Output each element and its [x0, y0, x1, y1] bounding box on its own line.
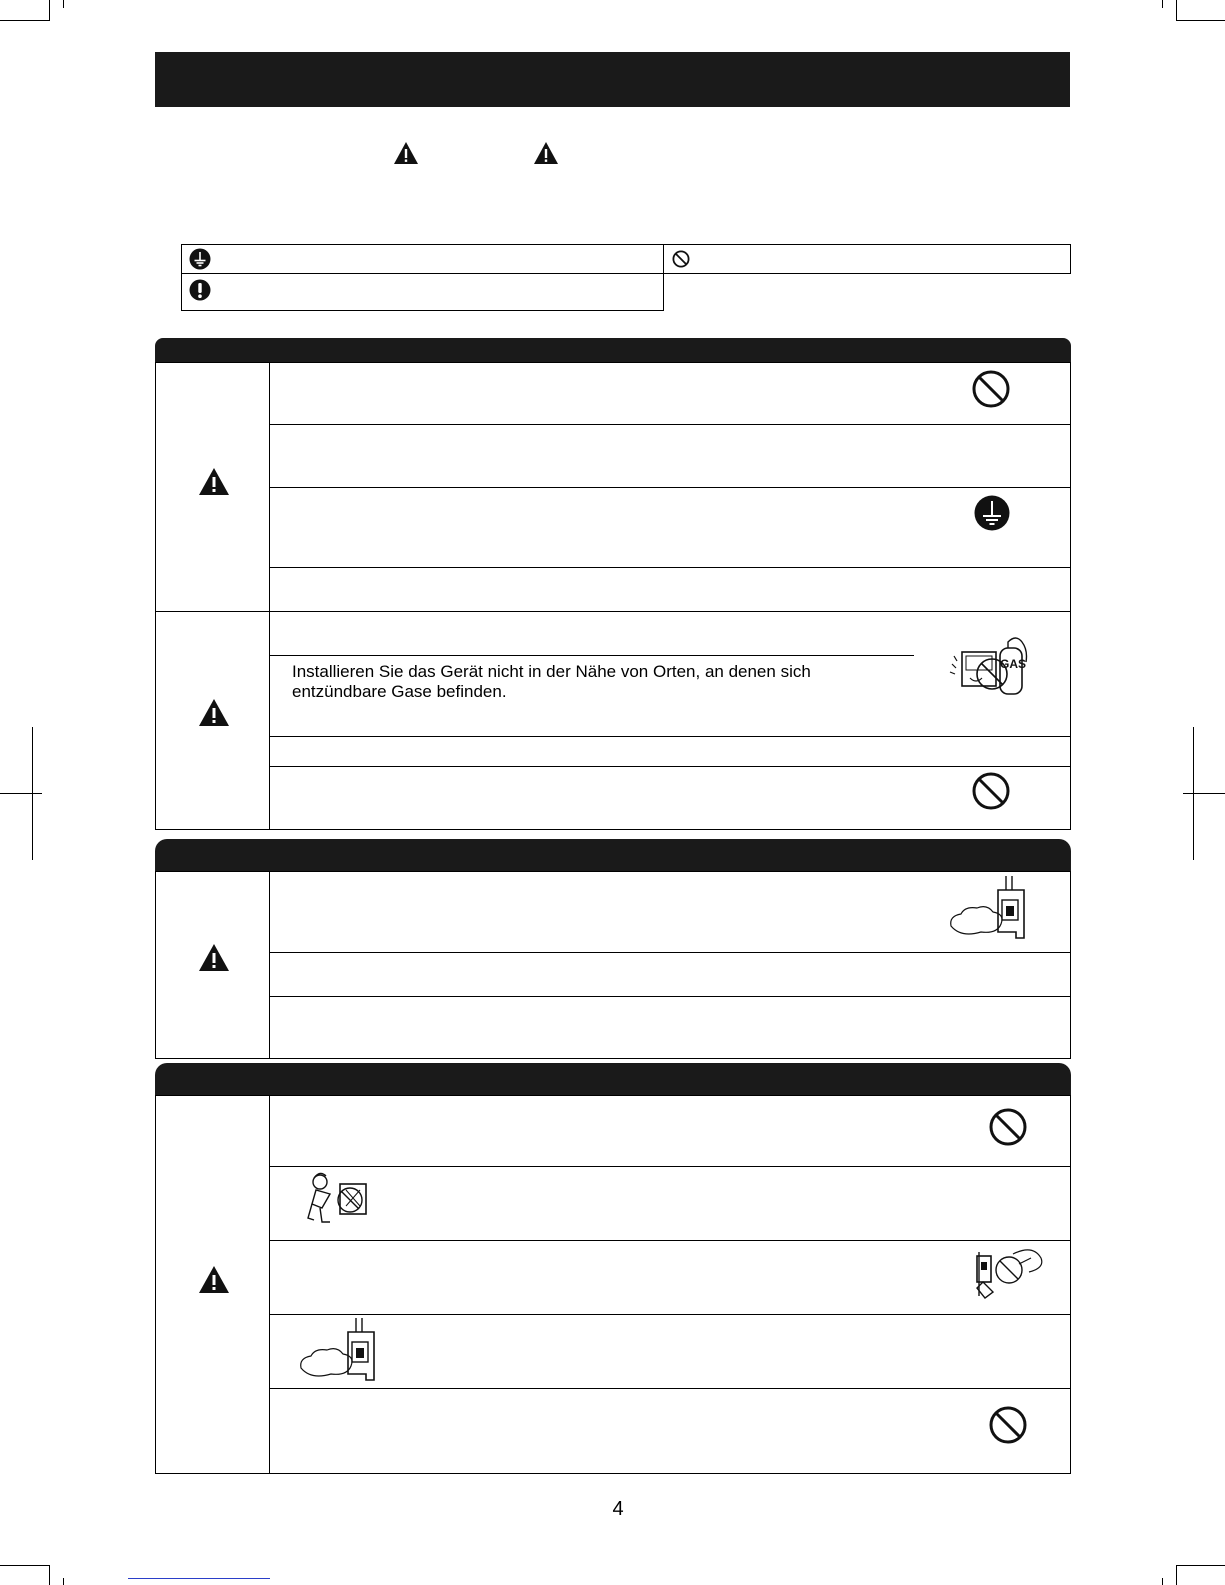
footer-link-underline — [128, 1578, 270, 1579]
crop-mark — [1176, 0, 1177, 21]
crop-mark — [49, 1565, 50, 1585]
warning-triangle-icon — [198, 943, 230, 972]
warning-triangle-icon — [198, 467, 230, 496]
prohibition-icon — [988, 1405, 1028, 1445]
warning-triangle-icon — [198, 698, 230, 727]
circuit-breaker-illustration — [298, 1316, 390, 1388]
warning-triangle-icon — [533, 141, 559, 165]
circuit-breaker-illustration — [948, 874, 1040, 946]
crop-mark — [1176, 1565, 1177, 1585]
prohibition-icon — [988, 1107, 1028, 1147]
svg-text:GAS: GAS — [1000, 657, 1027, 671]
symbol-legend-cell — [181, 273, 664, 311]
section-1-table — [155, 362, 1071, 830]
row-divider — [269, 1388, 1071, 1389]
gas-warning-text: Installieren Sie das Gerät nicht in der Nähe von Orten, an denen sich entzündbare Gase befinden. — [292, 662, 811, 701]
crop-mark — [0, 793, 42, 794]
row-divider — [269, 952, 1071, 953]
row-divider — [269, 567, 1071, 568]
mandatory-exclamation-icon — [189, 279, 211, 301]
row-divider — [269, 996, 1071, 997]
crop-mark — [1176, 1565, 1225, 1566]
page-number: 4 — [612, 1498, 624, 1520]
symbol-legend-cell — [181, 244, 664, 274]
earth-ground-icon — [189, 248, 211, 270]
row-divider — [269, 1240, 1071, 1241]
crop-mark — [0, 1565, 49, 1566]
earth-ground-icon — [974, 495, 1010, 531]
prohibition-icon — [971, 369, 1011, 409]
row-divider — [269, 766, 1071, 767]
section-1-header — [155, 338, 1071, 363]
crop-mark — [1193, 727, 1194, 860]
column-divider — [269, 871, 270, 1059]
technician-illustration — [306, 1170, 378, 1228]
row-divider — [269, 487, 1071, 488]
warning-triangle-icon — [198, 1265, 230, 1294]
section-2-header — [155, 839, 1071, 872]
column-divider — [269, 1095, 270, 1474]
crop-mark — [63, 1578, 64, 1585]
row-divider — [269, 655, 914, 656]
crop-mark — [1176, 20, 1225, 21]
prohibition-icon — [672, 250, 690, 268]
section-2-table — [155, 871, 1071, 1059]
page-title-bar — [155, 52, 1070, 107]
crop-mark — [0, 20, 49, 21]
row-divider — [269, 736, 1071, 737]
crop-mark — [63, 0, 64, 8]
section-3-header — [155, 1063, 1071, 1096]
gas-hazard-illustration — [948, 634, 1040, 704]
plug-socket-illustration — [975, 1244, 1045, 1302]
row-divider — [269, 424, 1071, 425]
crop-mark — [32, 727, 33, 860]
symbol-legend-cell — [663, 244, 1071, 274]
warning-triangle-icon — [393, 141, 419, 165]
column-divider — [269, 362, 270, 830]
row-divider — [269, 1166, 1071, 1167]
section-3-table — [155, 1095, 1071, 1474]
section-divider — [155, 611, 1071, 612]
prohibition-icon — [971, 771, 1011, 811]
crop-mark — [49, 0, 50, 21]
crop-mark — [1183, 793, 1225, 794]
crop-mark — [1162, 1578, 1163, 1585]
crop-mark — [1162, 0, 1163, 8]
